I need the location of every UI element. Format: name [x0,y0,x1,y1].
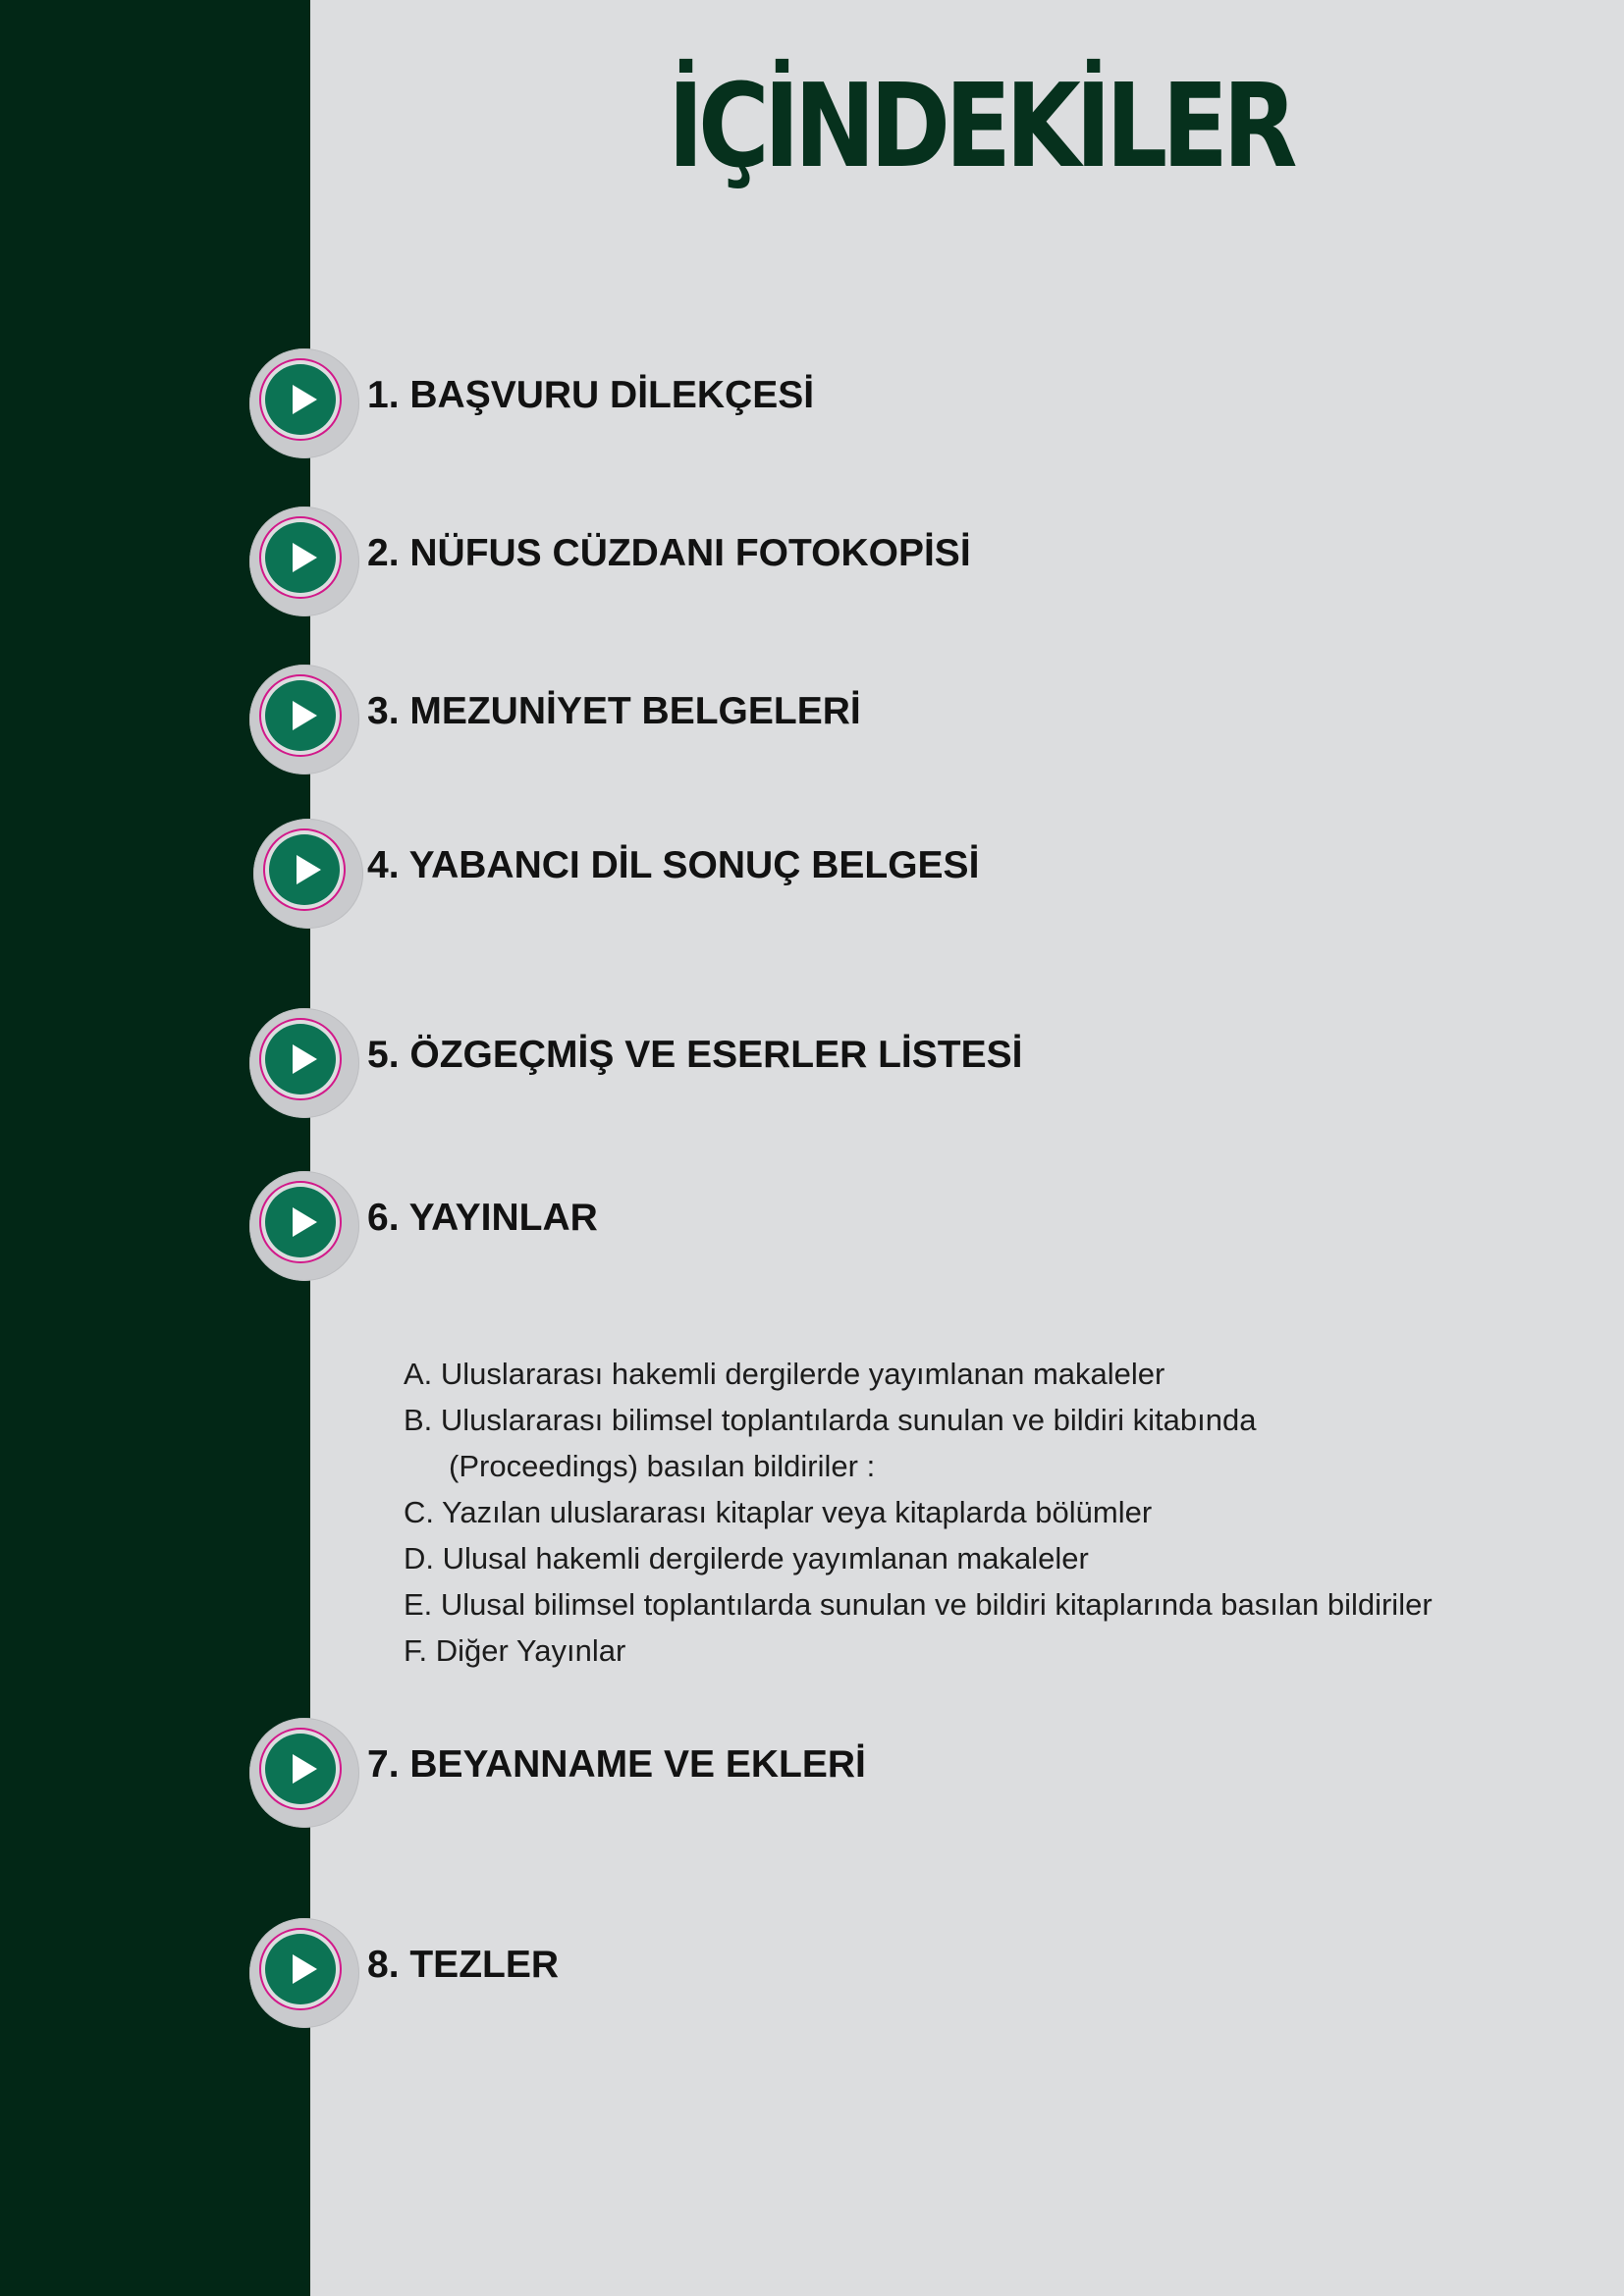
list-item: A. Uluslararası hakemli dergilerde yayımlanan makaleler [404,1357,1165,1391]
play-arrow-icon [265,680,336,751]
play-badge [249,348,359,458]
list-item: F. Diğer Yayınlar [404,1633,626,1668]
toc-item-label: 6. YAYINLAR [367,1197,598,1239]
toc-item-label: 1. BAŞVURU DİLEKÇESİ [367,374,815,416]
play-arrow-icon [265,1934,336,2004]
play-arrow-icon [265,1024,336,1095]
play-arrow-icon [265,522,336,593]
toc-item-label: 4. YABANCI DİL SONUÇ BELGESİ [367,844,980,886]
toc-item-label: 7. BEYANNAME VE EKLERİ [367,1743,866,1786]
play-arrow-icon [265,364,336,435]
play-arrow-icon [269,834,340,905]
play-badge [253,819,363,929]
toc-item-label: 5. ÖZGEÇMİŞ VE ESERLER LİSTESİ [367,1034,1023,1076]
toc-item-label: 3. MEZUNİYET BELGELERİ [367,690,861,732]
play-badge [249,1008,359,1118]
toc-item-label: 8. TEZLER [367,1944,560,1986]
page-title: İÇİNDEKİLER [668,58,1292,193]
play-arrow-icon [265,1187,336,1257]
play-badge [249,1171,359,1281]
play-badge [249,665,359,774]
list-item: B. Uluslararası bilimsel toplantılarda sunulan ve bildiri kitabında [404,1403,1257,1437]
list-item: D. Ulusal hakemli dergilerde yayımlanan makaleler [404,1541,1089,1575]
play-badge [249,1918,359,2028]
toc-item-label: 2. NÜFUS CÜZDANI FOTOKOPİSİ [367,532,971,574]
list-item: E. Ulusal bilimsel toplantılarda sunulan ve bildiri kitaplarında basılan bildiriler [404,1587,1433,1622]
play-badge [249,1718,359,1828]
publications-sublist [404,1351,1433,1674]
play-arrow-icon [265,1734,336,1804]
list-item: C. Yazılan uluslararası kitaplar veya kitaplarda bölümler [404,1495,1153,1529]
play-badge [249,507,359,616]
list-item: (Proceedings) basılan bildiriler : [449,1449,876,1483]
